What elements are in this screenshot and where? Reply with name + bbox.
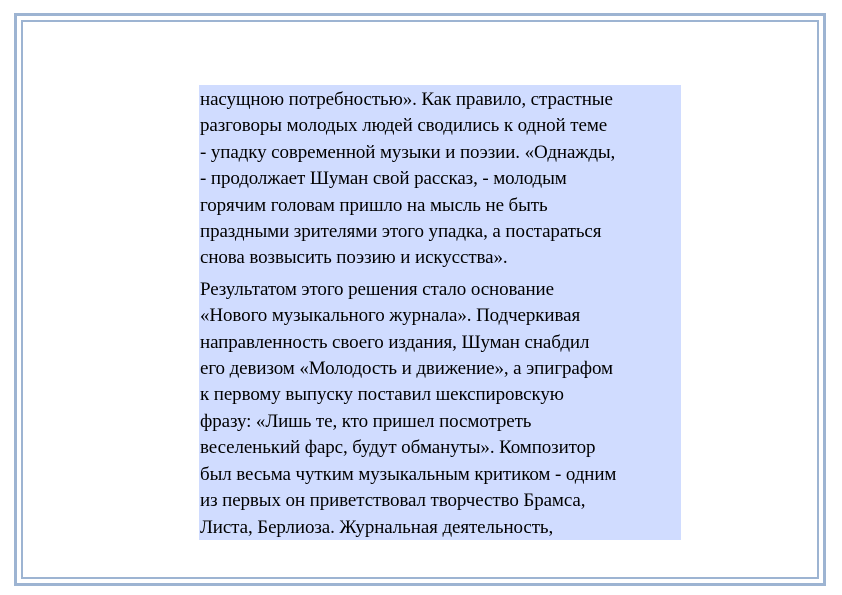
highlighted-text-block bbox=[199, 85, 681, 540]
text-line: насущною потребностью». Как правило, страстные bbox=[200, 89, 613, 110]
paragraph-2 bbox=[200, 277, 681, 540]
text-line: Результатом этого решения стало основание bbox=[200, 278, 554, 300]
text-line: - продолжает Шуман свой рассказ, - молодым bbox=[200, 168, 567, 190]
text-line: «Нового музыкального журнала». Подчеркивая bbox=[200, 305, 581, 327]
text-line: веселенький фарс, будут обмануты». Композитор bbox=[200, 437, 596, 459]
text-line: снова возвысить поэзию и искусства». bbox=[200, 247, 508, 269]
text-line: был весьма чутким музыкальным критиком - одним bbox=[200, 463, 617, 485]
text-line: его девизом «Молодость и движение», а эпиграфом bbox=[200, 358, 613, 380]
text-line: из первых он приветствовал творчество Брамса, bbox=[200, 490, 586, 512]
text-line: праздными зрителями этого упадка, а постараться bbox=[200, 221, 602, 243]
text-line: к первому выпуску поставил шекспировскую bbox=[200, 384, 564, 406]
text-line: Листа, Берлиоза. Журнальная деятельность, bbox=[200, 516, 554, 538]
text-line: фразу: «Лишь те, кто пришел посмотреть bbox=[200, 410, 532, 432]
text-line: разговоры молодых людей сводились к одной теме bbox=[200, 115, 608, 137]
paragraph-1 bbox=[200, 87, 681, 272]
text-line: - упадку современной музыки и поэзии. «Однажды, bbox=[200, 141, 616, 163]
text-line: горячим головам пришло на мысль не быть bbox=[200, 194, 548, 216]
text-line: направленность своего издания, Шуман снабдил bbox=[200, 331, 590, 353]
